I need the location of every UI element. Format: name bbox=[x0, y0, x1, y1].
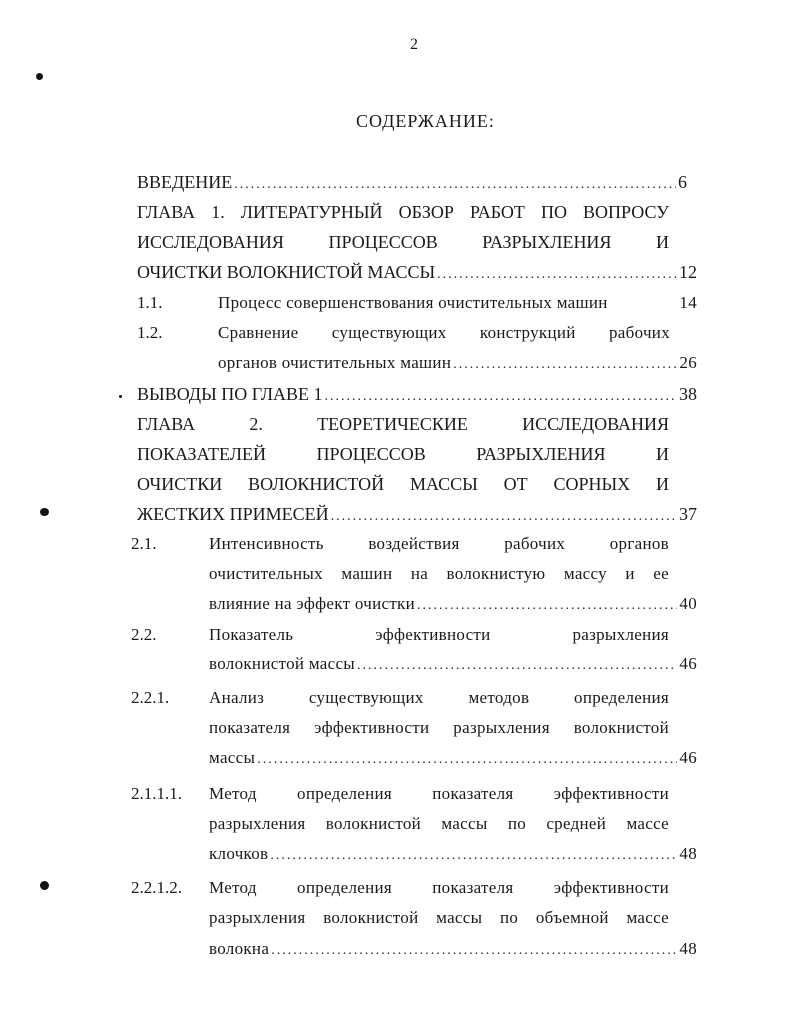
dot-leader bbox=[325, 383, 677, 408]
toc-entry-2-1-1-1-line1: Метод определения показателя эффективности bbox=[209, 784, 669, 803]
entry-page: 38 bbox=[679, 384, 697, 404]
entry-text: влияние на эффект очистки bbox=[209, 594, 416, 613]
scan-speck bbox=[40, 508, 49, 516]
entry-page: 46 bbox=[679, 748, 697, 767]
toc-entry-ch1-line2: ИССЛЕДОВАНИЯ ПРОЦЕССОВ РАЗРЫХЛЕНИЯ И bbox=[137, 232, 669, 252]
entry-page: 26 bbox=[679, 353, 697, 372]
entry-number: 2.2.1.2. bbox=[131, 878, 182, 897]
dot-leader bbox=[331, 503, 677, 528]
toc-entry-2-2-1-2-line1: Метод определения показателя эффективности bbox=[209, 878, 669, 897]
entry-page: 40 bbox=[679, 594, 697, 613]
entry-text: волокна bbox=[209, 939, 270, 958]
dot-leader bbox=[453, 351, 677, 377]
toc-entry-2-2-1-line1: Анализ существующих методов определения bbox=[209, 688, 669, 707]
toc-entry-2-2-1-line2: показателя эффективности разрыхления волокнистой bbox=[209, 718, 669, 737]
toc-entry-2-1-line3 bbox=[209, 590, 697, 618]
entry-text: ВЫВОДЫ ПО ГЛАВЕ 1 bbox=[137, 384, 323, 404]
entry-text: органов очистительных машин bbox=[218, 353, 452, 372]
dot-leader bbox=[357, 652, 677, 678]
toc-entry-conclusions-1 bbox=[137, 380, 697, 408]
entry-text: ОЧИСТКИ ВОЛОКНИСТОЙ МАССЫ bbox=[137, 262, 436, 282]
toc-entry-2-1-1-1-line3 bbox=[209, 840, 697, 868]
toc-entry-2-2-1-2-line2: разрыхления волокнистой массы по объемной массе bbox=[209, 908, 669, 927]
entry-number: 1.1. bbox=[137, 293, 163, 312]
dot-leader bbox=[437, 261, 677, 286]
entry-text: Процесс совершенствования очистительных машин bbox=[218, 293, 608, 312]
entry-number: 1.2. bbox=[137, 323, 163, 342]
toc-entry-2-1-1-1-line2: разрыхления волокнистой массы по средней массе bbox=[209, 814, 669, 833]
toc-entry-2-2-line1: Показатель эффективности разрыхления bbox=[209, 625, 669, 644]
toc-entry-ch2-line4 bbox=[137, 500, 697, 528]
entry-page: 48 bbox=[679, 939, 697, 958]
dot-leader bbox=[234, 171, 676, 196]
toc-entry-2-2-line2 bbox=[209, 650, 697, 678]
toc-entry-ch2-line1: ГЛАВА 2. ТЕОРЕТИЧЕСКИЕ ИССЛЕДОВАНИЯ bbox=[137, 414, 669, 434]
entry-number: 2.2.1. bbox=[131, 688, 170, 707]
entry-page: 14 bbox=[679, 293, 697, 312]
entry-text: волокнистой массы bbox=[209, 654, 356, 673]
toc-entry-intro bbox=[137, 168, 687, 196]
toc-entry-2-1-line1: Интенсивность воздействия рабочих органов bbox=[209, 534, 669, 553]
toc-entry-1-2-line1: Сравнение существующих конструкций рабочих bbox=[218, 323, 670, 342]
entry-text: клочков bbox=[209, 844, 269, 863]
dot-leader bbox=[417, 592, 677, 618]
entry-number: 2.2. bbox=[131, 625, 157, 644]
toc-entry-ch1-line3 bbox=[137, 258, 697, 286]
dot-leader bbox=[271, 937, 677, 963]
toc-entry-2-2-1-line3 bbox=[209, 744, 697, 772]
toc-entry-ch1-line1: ГЛАВА 1. ЛИТЕРАТУРНЫЙ ОБЗОР РАБОТ ПО ВОПРОСУ bbox=[137, 202, 669, 222]
toc-entry-1-2-line2 bbox=[218, 349, 697, 377]
page-number: 2 bbox=[410, 36, 418, 53]
entry-page: 48 bbox=[679, 844, 697, 863]
dot-leader bbox=[270, 842, 677, 868]
entry-page: 12 bbox=[679, 262, 697, 282]
entry-page: 37 bbox=[679, 504, 697, 524]
scan-speck bbox=[36, 73, 43, 80]
toc-entry-2-1-line2: очистительных машин на волокнистую массу и ее bbox=[209, 564, 669, 583]
toc-entry-1-1 bbox=[218, 289, 697, 317]
toc-entry-2-2-1-2-line3 bbox=[209, 935, 697, 963]
entry-text: ВВЕДЕНИЕ bbox=[137, 172, 233, 192]
toc-title: СОДЕРЖАНИЕ: bbox=[356, 111, 495, 131]
scan-speck bbox=[40, 881, 49, 890]
entry-page: 6 bbox=[678, 172, 687, 192]
entry-text: ЖЕСТКИХ ПРИМЕСЕЙ bbox=[137, 504, 329, 524]
entry-text: массы bbox=[209, 748, 256, 767]
entry-number: 2.1. bbox=[131, 534, 157, 553]
toc-entry-ch2-line2: ПОКАЗАТЕЛЕЙ ПРОЦЕССОВ РАЗРЫХЛЕНИЯ И bbox=[137, 444, 669, 464]
entry-number: 2.1.1.1. bbox=[131, 784, 182, 803]
toc-entry-ch2-line3: ОЧИСТКИ ВОЛОКНИСТОЙ МАССЫ ОТ СОРНЫХ И bbox=[137, 474, 669, 494]
dot-leader bbox=[257, 746, 677, 772]
scan-speck bbox=[119, 395, 122, 398]
entry-page: 46 bbox=[679, 654, 697, 673]
